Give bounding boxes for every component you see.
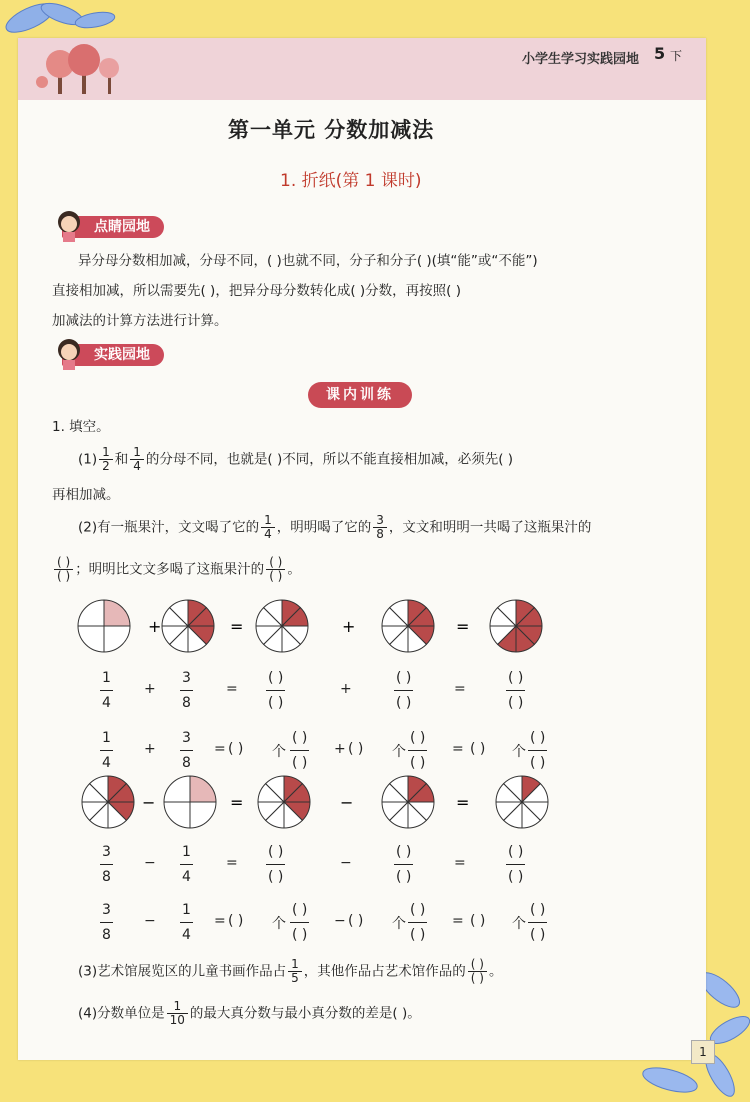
minus-sign: −	[334, 913, 346, 929]
girl-icon	[54, 208, 84, 242]
ge-text: 个	[272, 916, 286, 932]
section1-line3: 加减法的计算方法进行计算。	[52, 313, 228, 329]
page-header	[18, 38, 706, 100]
q1-s1	[78, 446, 513, 473]
question-1-label: 1. 填空。	[52, 419, 110, 435]
answer-blank[interactable]: ( )	[228, 913, 244, 929]
equals-sign: =	[452, 913, 464, 929]
section-tag-dianjing	[62, 216, 164, 238]
fraction-circle	[382, 600, 434, 652]
equals-sign: =	[226, 681, 238, 697]
answer-blank-fraction[interactable]: ( ) ( )	[530, 902, 546, 943]
equals-sign: =	[454, 855, 466, 871]
plus-sign: +	[144, 741, 156, 757]
answer-blank-fraction[interactable]: ( ) ( )	[292, 902, 308, 943]
q1-s2-text-d: ；明明比文文多喝了这瓶果汁的	[75, 561, 265, 578]
circle-sector	[190, 802, 216, 828]
circle-sector	[78, 600, 104, 626]
fraction-circle	[164, 776, 216, 828]
circle-sector-shaded	[190, 776, 216, 802]
fraction-circle	[78, 600, 130, 652]
class-practice-pill: 课内训练	[308, 382, 412, 408]
minus-sign: −	[144, 855, 156, 871]
answer-blank[interactable]: ( )	[348, 741, 364, 757]
q1-s1-line2: 再相加减。	[52, 487, 120, 503]
workbook-page	[18, 38, 706, 1060]
circle-sector	[78, 626, 104, 652]
plus-sign: +	[148, 617, 162, 636]
lesson-title: 1. 折纸(第 1 课时)	[280, 171, 422, 191]
minus-sign: −	[340, 855, 352, 871]
equals-sign: =	[214, 741, 226, 757]
answer-blank[interactable]: ( )	[470, 913, 486, 929]
answer-blank-fraction[interactable]: ( ) ( )	[396, 844, 412, 885]
section-tag-shijian	[62, 344, 164, 366]
answer-blank[interactable]: ( )	[228, 741, 244, 757]
q1-s1-text: 的分母不同，也就是( )不同，所以不能直接相加减，必须先( )	[145, 451, 514, 468]
fraction-circles-row-1	[18, 588, 706, 668]
answer-blank-fraction[interactable]: ( ) ( )	[508, 844, 524, 885]
circle-sector	[164, 776, 190, 802]
plus-sign: +	[340, 681, 352, 697]
equals-sign: =	[230, 793, 244, 812]
q1-s2-text-b: ，明明喝了它的	[276, 519, 372, 536]
fraction-one-quarter: 1 4	[182, 844, 191, 885]
ge-text: 个	[272, 744, 286, 760]
girl-icon	[54, 336, 84, 370]
section-label: 点睛园地	[94, 219, 150, 235]
equals-sign: =	[230, 617, 244, 636]
q1-s3	[78, 958, 502, 985]
q1-s4	[78, 1000, 421, 1027]
equals-sign: =	[452, 741, 464, 757]
answer-blank-fraction[interactable]: $\frac{( )}{( )}$	[266, 556, 285, 583]
fraction-three-eighths: 3 8	[182, 670, 191, 711]
answer-blank-fraction[interactable]: ( ) ( )	[396, 670, 412, 711]
plus-sign: +	[144, 681, 156, 697]
answer-blank-fraction[interactable]: $\frac{( )}{( )}$	[54, 556, 73, 583]
unit-title: 第一单元 分数加减法	[228, 118, 435, 142]
ge-text: 个	[392, 744, 406, 760]
trees-decoration-icon	[32, 42, 142, 98]
answer-blank-fraction[interactable]: ( ) ( )	[268, 844, 284, 885]
minus-sign: −	[144, 913, 156, 929]
answer-blank-fraction[interactable]: ( ) ( )	[530, 730, 546, 771]
equals-sign: =	[226, 855, 238, 871]
ge-text: 个	[512, 744, 526, 760]
fraction-one-quarter: 1 4	[102, 670, 111, 711]
fraction-one-half: $\frac{1}{2}$	[99, 446, 113, 473]
header-volume: 下	[670, 49, 683, 63]
circle-sector	[104, 626, 130, 652]
fraction-three-eighths: 3 8	[182, 730, 191, 771]
q1-s2	[78, 514, 591, 541]
fraction-one-quarter: $\frac{1}{4}$	[261, 514, 275, 541]
q1-s4-text-a: (4)分数单位是	[78, 1005, 165, 1022]
equals-sign: =	[454, 681, 466, 697]
fraction-circle	[82, 776, 134, 828]
answer-blank-fraction[interactable]: ( ) ( )	[268, 670, 284, 711]
plus-sign: +	[334, 741, 346, 757]
q1-s3-text-a: (3)艺术馆展览区的儿童书画作品占	[78, 963, 287, 980]
answer-blank-fraction[interactable]: ( ) ( )	[410, 730, 426, 771]
equals-sign: =	[456, 793, 470, 812]
section1-line2: 直接相加减，所以需要先( )，把异分母分数转化成( )分数，再按照( )	[52, 283, 461, 299]
minus-sign: −	[142, 793, 156, 812]
q1-s2-line2	[52, 556, 301, 583]
q1-s4-text-b: 的最大真分数与最小真分数的差是( )。	[189, 1005, 421, 1022]
fraction-one-fifth: $\frac{1}{5}$	[288, 958, 302, 985]
fraction-circle	[490, 600, 542, 652]
fraction-one-quarter: $\frac{1}{4}$	[130, 446, 144, 473]
circle-sector-shaded	[104, 600, 130, 626]
answer-blank[interactable]: ( )	[470, 741, 486, 757]
fraction-three-eighths: 3 8	[102, 902, 111, 943]
plus-sign: +	[342, 617, 356, 636]
q1-s2-text-a: (2)有一瓶果汁，文文喝了它的	[78, 519, 260, 536]
sentence-end: 。	[287, 561, 301, 578]
section1-line1: 异分母分数相加减，分母不同，( )也就不同，分子和分子( )(填“能”或“不能”)	[78, 253, 538, 269]
fraction-circle	[382, 776, 434, 828]
fraction-three-eighths: $\frac{3}{8}$	[373, 514, 387, 541]
fraction-circles-row-2	[18, 772, 706, 852]
answer-blank-fraction[interactable]: ( ) ( )	[292, 730, 308, 771]
minus-sign: −	[340, 793, 354, 812]
fraction-circle	[258, 776, 310, 828]
answer-blank-fraction[interactable]: $\frac{( )}{( )}$	[468, 958, 487, 985]
section-label: 实践园地	[94, 347, 150, 363]
fraction-circle	[162, 600, 214, 652]
q1-s2-text-c: ，文文和明明一共喝了这瓶果汁的	[388, 519, 592, 536]
fraction-one-quarter: 1 4	[182, 902, 191, 943]
answer-blank[interactable]: ( )	[348, 913, 364, 929]
fraction-one-tenth: $\frac{1}{10}$	[167, 1000, 188, 1027]
equals-sign: =	[456, 617, 470, 636]
sentence-end: 。	[488, 963, 503, 980]
ge-text: 个	[512, 916, 526, 932]
ge-text: 个	[392, 916, 406, 932]
header-page-label: 5	[654, 44, 666, 63]
circle-sector	[164, 802, 190, 828]
fraction-circle	[496, 776, 548, 828]
item-number: (1)	[78, 451, 98, 468]
page-number: 1	[691, 1040, 715, 1064]
equals-sign: =	[214, 913, 226, 929]
fraction-circle	[256, 600, 308, 652]
answer-blank-fraction[interactable]: ( ) ( )	[508, 670, 524, 711]
fraction-three-eighths: 3 8	[102, 844, 111, 885]
brand-title: 小学生学习实践园地	[522, 52, 640, 67]
fraction-one-quarter: 1 4	[102, 730, 111, 771]
q1-s3-text-b: ，其他作品占艺术馆作品的	[303, 963, 466, 980]
connector-text: 和	[114, 451, 129, 468]
answer-blank-fraction[interactable]: ( ) ( )	[410, 902, 426, 943]
